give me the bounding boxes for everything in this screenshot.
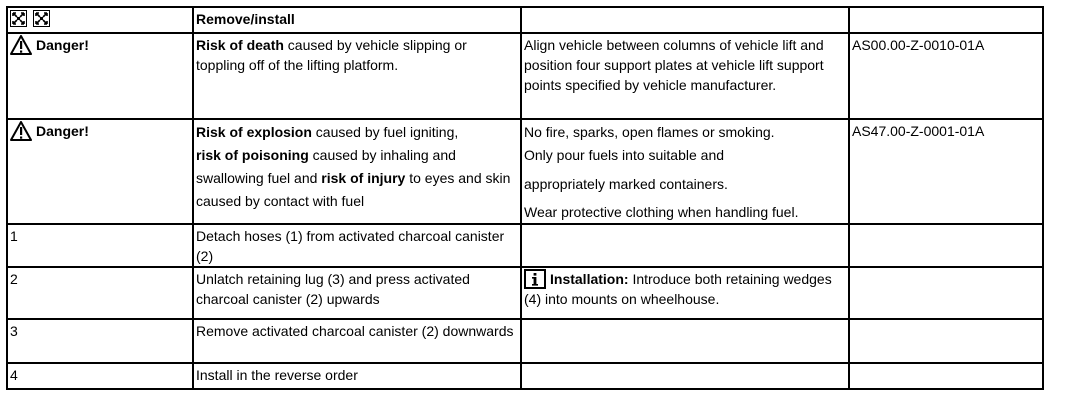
danger-label: Danger! xyxy=(36,123,89,139)
installation-label: Installation: xyxy=(550,271,629,287)
procedure-table xyxy=(6,6,1044,390)
step-note-cell xyxy=(521,319,849,363)
expand-icon[interactable] xyxy=(33,10,50,27)
step-text: Detach hoses (1) from activated charcoal canister (2) xyxy=(193,224,521,267)
step-number: 2 xyxy=(7,267,193,319)
step-text: Install in the reverse order xyxy=(193,363,521,389)
header-row xyxy=(7,7,1043,33)
warning-triangle-icon xyxy=(10,35,32,55)
step-row xyxy=(7,363,1043,389)
measure-line: Only pour fuels into suitable and xyxy=(524,147,725,163)
step-row xyxy=(7,224,1043,267)
risk-bold: Risk of explosion xyxy=(196,124,312,140)
measure-cell xyxy=(521,119,849,224)
measure-line: No fire, sparks, open flames or smoking. xyxy=(524,124,775,140)
step-number: 3 xyxy=(7,319,193,363)
info-icon xyxy=(524,269,546,289)
danger-label-cell xyxy=(7,119,193,224)
warning-triangle-icon xyxy=(10,121,32,141)
step-note-cell xyxy=(521,224,849,267)
risk-bold: risk of poisoning xyxy=(196,147,309,163)
risk-cell xyxy=(193,33,521,119)
step-row xyxy=(7,267,1043,319)
danger-row xyxy=(7,33,1043,119)
step-number: 4 xyxy=(7,363,193,389)
danger-row xyxy=(7,119,1043,224)
step-note-cell xyxy=(521,363,849,389)
step-row xyxy=(7,319,1043,363)
measure-cell xyxy=(521,33,849,119)
risk-cell xyxy=(193,119,521,224)
step-text: Remove activated charcoal canister (2) downwards xyxy=(193,319,521,363)
expand-icon[interactable] xyxy=(10,10,27,27)
risk-bold: risk of injury xyxy=(321,170,406,186)
measure-line: appropriately marked containers. xyxy=(524,176,728,192)
danger-label-cell xyxy=(7,33,193,119)
step-text: Unlatch retaining lug (3) and press activated charcoal canister (2) upwards xyxy=(193,267,521,319)
header-icons-cell xyxy=(7,7,193,33)
step-empty-cell xyxy=(849,363,1043,389)
risk-text: caused by fuel igniting, xyxy=(311,124,459,140)
risk-text: caused by vehicle slipping or toppling off of the lifting platform. xyxy=(196,37,467,73)
measure-text: Align vehicle between columns of vehicle lift and position four support plates at vehicle lift support points specified by vehicle manufacturer. xyxy=(524,37,824,93)
header-empty-cell xyxy=(849,7,1043,33)
step-note-cell xyxy=(521,267,849,319)
document-code[interactable]: AS47.00-Z-0001-01A xyxy=(849,119,1043,224)
step-empty-cell xyxy=(849,319,1043,363)
risk-bold: Risk of death xyxy=(196,37,284,53)
risk-text: caused by inhaling and swallowing fuel and xyxy=(196,147,456,186)
header-title: Remove/install xyxy=(193,7,521,33)
step-empty-cell xyxy=(849,224,1043,267)
risk-text: to eyes and skin caused by contact with fuel xyxy=(196,170,511,209)
step-number: 1 xyxy=(7,224,193,267)
measure-line: Wear protective clothing when handling fuel. xyxy=(524,204,799,220)
header-empty-cell xyxy=(521,7,849,33)
danger-label: Danger! xyxy=(36,37,89,53)
step-empty-cell xyxy=(849,267,1043,319)
installation-text: Introduce both retaining wedges (4) into mounts on wheelhouse. xyxy=(524,271,832,307)
document-code[interactable]: AS00.00-Z-0010-01A xyxy=(849,33,1043,119)
